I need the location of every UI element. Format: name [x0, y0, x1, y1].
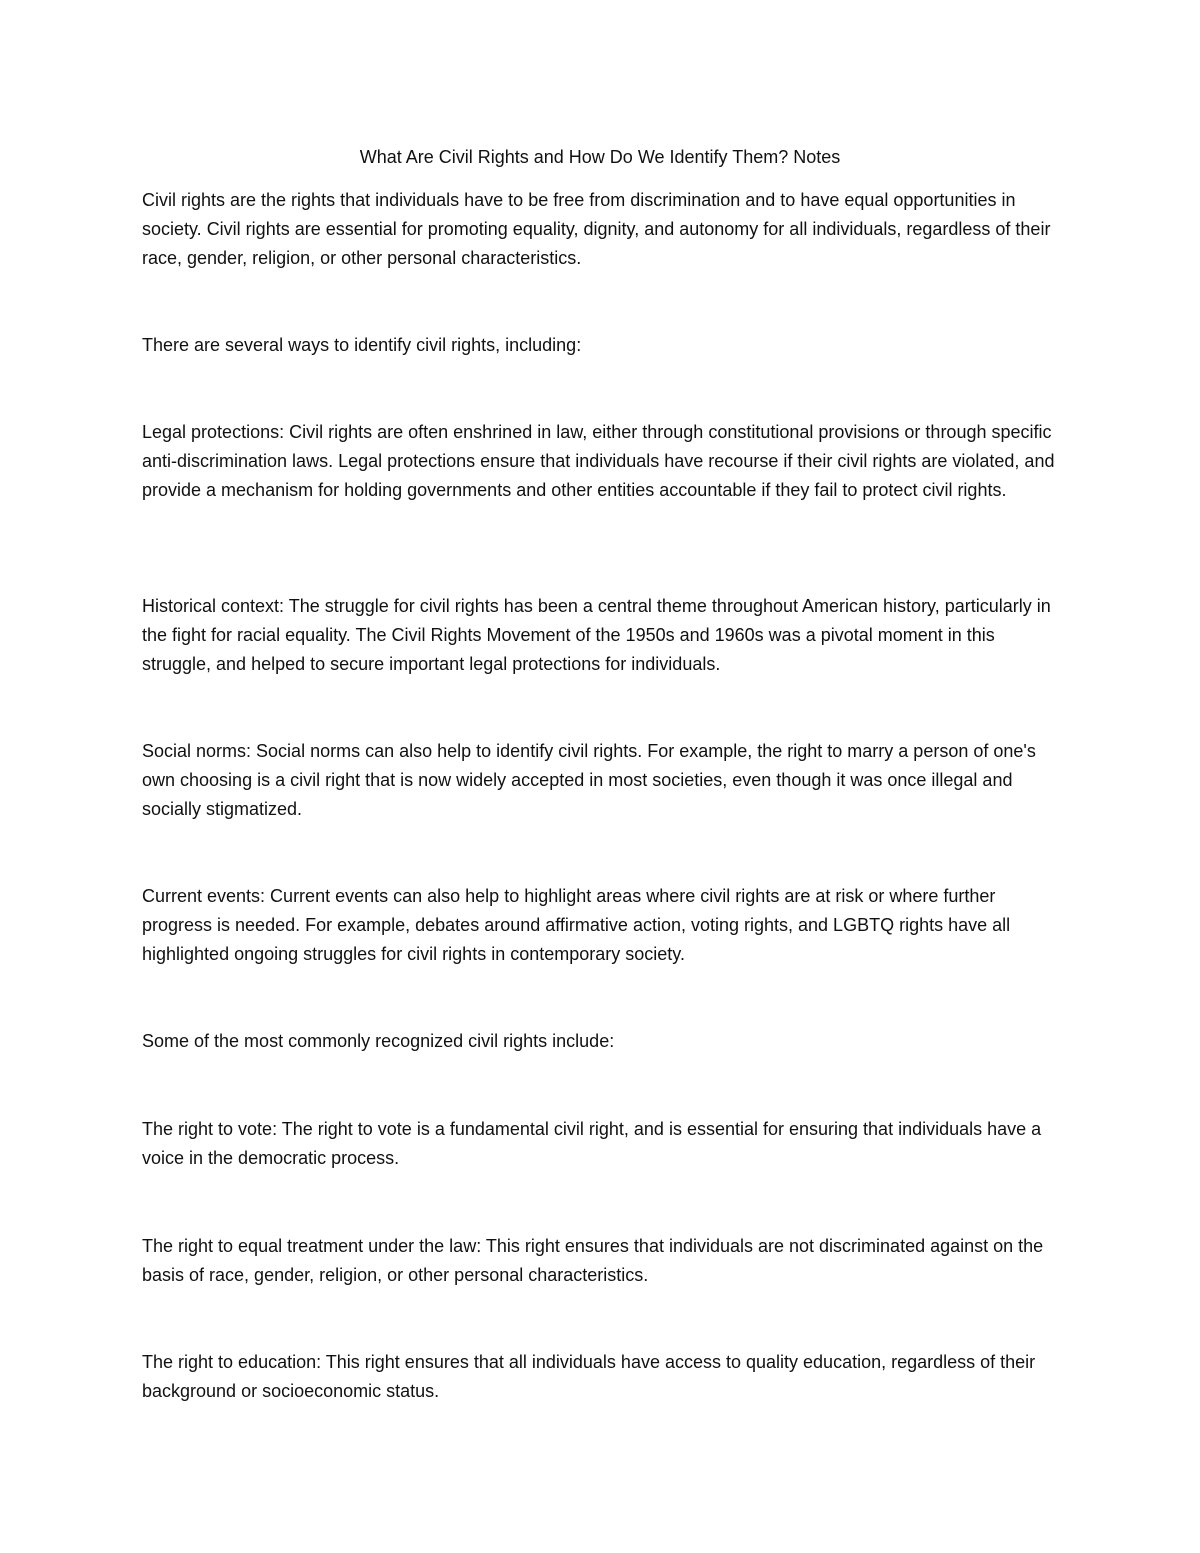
- paragraph-social-norms: Social norms: Social norms can also help to identify civil rights. For example, the right to marry a person of one's own choosing is a civil right that is now widely accepted in most societies, even though it was once illegal and socially stigmatized.: [142, 741, 1036, 819]
- paragraph-right-to-education: The right to education: This right ensures that all individuals have access to quality education, regardless of their background or socioeconomic status.: [142, 1352, 1036, 1401]
- paragraph-right-to-vote: The right to vote: The right to vote is a fundamental civil right, and is essential for ensuring that individuals have a voice in the democratic process.: [142, 1119, 1042, 1168]
- paragraph-commonly-recognized: Some of the most commonly recognized civil rights include:: [142, 1031, 615, 1051]
- paragraph-right-to-equal-treatment: The right to equal treatment under the law: This right ensures that individuals are not discriminated against on the basis of race, gender, religion, or other personal characteristics.: [142, 1236, 1044, 1285]
- paragraph-civil-rights-definition: Civil rights are the rights that individuals have to be free from discrimination and to have equal opportunities in society. Civil rights are essential for promoting equality, dignity, and autonomy for all individuals, regardless of their race, gender, religion, or other personal characteristics.: [142, 190, 1051, 268]
- paragraph-legal-protections: Legal protections: Civil rights are often enshrined in law, either through constitutional provisions or through specific anti-discrimination laws. Legal protections ensure that individuals have recourse if their civil rights are violated, and provide a mechanism for holding governments and other entities accountable if they fail to protect civil rights.: [142, 422, 1055, 500]
- document-title: What Are Civil Rights and How Do We Identify Them? Notes: [359, 147, 841, 167]
- paragraph-current-events: Current events: Current events can also help to highlight areas where civil rights are at risk or where further progress is needed. For example, debates around affirmative action, voting rights, and LGBTQ rights have all highlighted ongoing struggles for civil rights in contemporary society.: [142, 886, 1011, 964]
- paragraph-historical-context: Historical context: The struggle for civil rights has been a central theme throughout American history, particularly in the fight for racial equality. The Civil Rights Movement of the 1950s and 1960s was a pivotal moment in this struggle, and helped to secure important legal protections for individuals.: [142, 596, 1051, 674]
- paragraph-ways-to-identify: There are several ways to identify civil rights, including:: [142, 335, 582, 355]
